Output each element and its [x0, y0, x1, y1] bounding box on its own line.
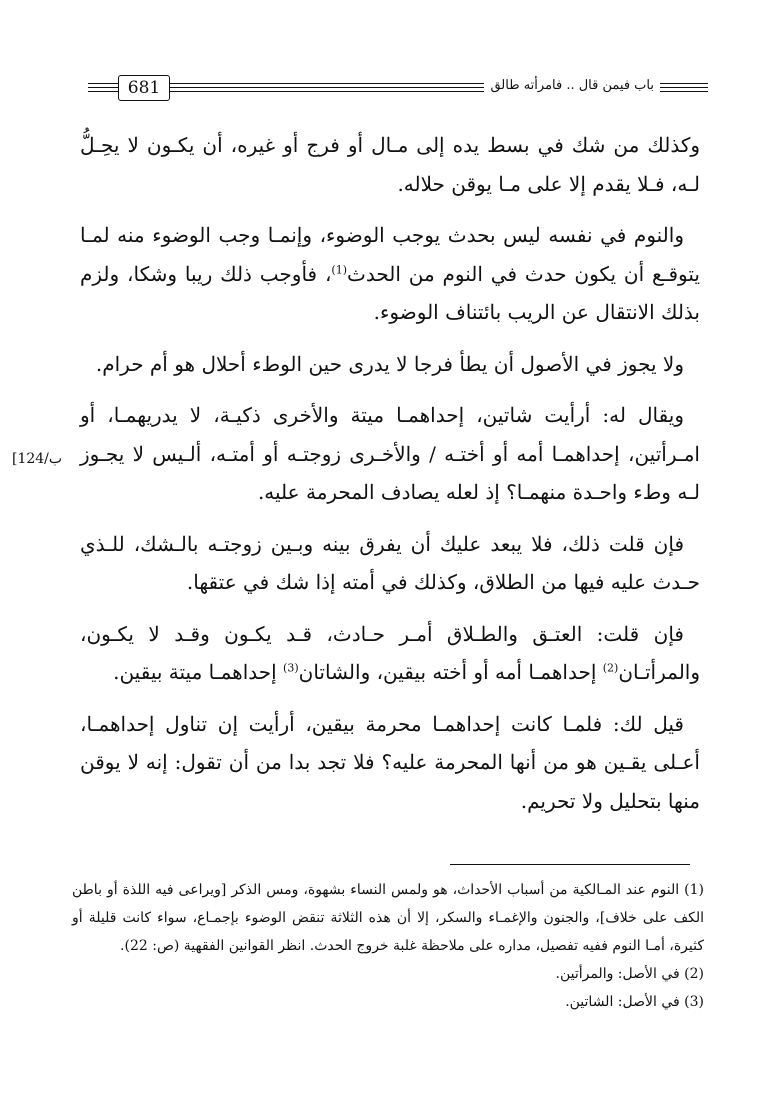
paragraph-text: وكذلك من شك في بسط يده إلى مـال أو فرج أو غيره، أن يكـون لا يحِـلُّ لـه، فـلا يقدم إلا على مـا يوقن حلاله.	[80, 133, 700, 196]
running-title: باب فيمن قال .. فامرأته طالق	[484, 76, 660, 96]
paragraph	[80, 396, 700, 512]
paragraph	[80, 216, 700, 332]
footnote: (3) في الأصل: الشاتين.	[565, 994, 704, 1010]
paragraph	[80, 615, 700, 692]
footnote-ref: (3)	[283, 661, 299, 675]
footnote: (1) النوم عند المـالكية من أسباب الأحداث، هو ولمس النساء بشهوة، ومس الذكر [ويراعى فيه اللذة أو باطن الكف على خلاف]، والجنون والإغمـاء والسكر، إلا أن هذه الثلاثة تنقض الوضوء بإجمـاع، سواء كانت قليلة أو كثيرة، أمـا النوم ففيه تفصيل، مداره على ملاحظة غلبة خروج الحدث. انظر القوانين الفقهية (ص: 22).	[72, 882, 704, 954]
footnote-separator	[450, 864, 690, 865]
footnote-ref: (2)	[602, 661, 619, 675]
paragraph-text: ولا يجوز في الأصول أن يطأ فرجا لا يدرى حين الوطء أحلال هو أم حرام.	[95, 351, 684, 376]
page-number: 681	[118, 75, 170, 101]
paragraph-text: إحداهمـا أمه أو أخته بيقين، والشاتان	[298, 660, 603, 684]
main-text	[80, 126, 700, 833]
paragraph-text: قيل لك: فلمـا كانت إحداهمـا محرمة بيقين، أرأيت إن تناول إحداهمـا، أعـلى يقـين هو من أنها المحرمة عليه؟ فلا تجد بدا من أن تقول: إنه لا يوقن منها بتحليل ولا تحريم.	[80, 711, 700, 813]
footnotes	[72, 876, 704, 1016]
paragraph	[80, 126, 700, 203]
paragraph-text: فإن قلت ذلك، فلا يبعد عليك أن يفرق بينه وبـين زوجتـه بالـشك، للـذي حـدث عليه فيها من الطلاق، وكذلك في أمته إذا شك في عتقها.	[80, 531, 700, 594]
paragraph-text: ، فأوجب ذلك ريبا وشكا، ولزم بذلك الانتقال عن الريب بائتناف الوضوء.	[80, 261, 700, 324]
paragraph	[80, 705, 700, 821]
paragraph	[80, 345, 700, 384]
footnote-ref: (1)	[331, 262, 348, 276]
manuscript-folio-note: [124/ب	[12, 451, 63, 467]
paragraph	[80, 525, 700, 602]
paragraph-text: فإن قلت: العتـق والطـلاق أمـر حـادث، قـد يكـون وقـد لا يكـون، والمرأتـان	[80, 621, 700, 684]
page-header	[88, 72, 708, 112]
paragraph-text: ويقال له: أرأيت شاتين، إحداهمـا ميتة والأخرى ذكيـة، لا يدريهمـا، أو امـرأتين، إحداهمـا أمه أو أختـه / والأخـرى زوجتـه أو أمتـه، ألـيس لا يجـوز لـه وطء واحـدة منهمـا؟ إذ لعله يصادف المحرمة عليه.	[80, 403, 700, 504]
paragraph-text: والنوم في نفسه ليس بحدث يوجب الوضوء، وإنمـا وجب الوضوء منه لمـا يتوقـع أن يكون حدث في النوم من الحدث	[80, 223, 700, 286]
footnote: (2) في الأصل: والمرأتين.	[555, 966, 704, 982]
paragraph-text: إحداهمـا ميتة بيقين.	[113, 660, 284, 684]
